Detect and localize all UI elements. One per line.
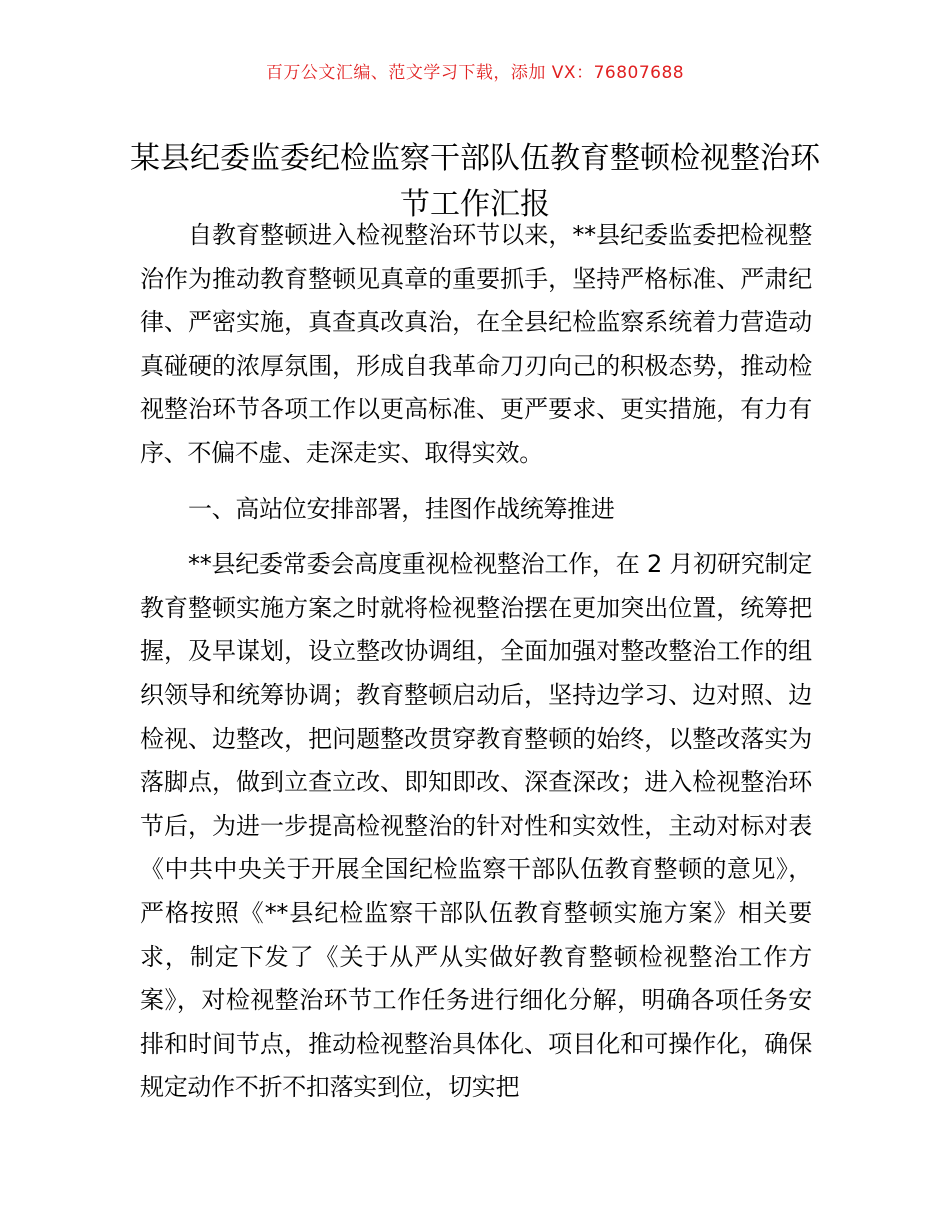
document-title: 某县纪委监委纪检监察干部队伍教育整顿检视整治环节工作汇报 xyxy=(130,141,820,223)
document-body xyxy=(140,214,812,1110)
section-1-paragraph: **县纪委常委会高度重视检视整治工作，在 2 月初研究制定教育整顿实施方案之时就将检视整治摆在更加突出位置，统筹把握，及早谋划，设立整改协调组，全面加强对整改整治工作的组织领导和统筹协调；教育整顿启动后，坚持边学习、边对照、边检视、边整改，把问题整改贯穿教育整顿的始终，以整改落实为落脚点，做到立查立改、即知即改、深查深改；进入检视整治环节后，为进一步提高检视整治的针对性和实效性，主动对标对表《中共中央关于开展全国纪检监察干部队伍教育整顿的意见》，严格按照《**县纪检监察干部队伍教育整顿实施方案》相关要求，制定下发了《关于从严从实做好教育整顿检视整治工作方案》，对检视整治环节工作任务进行细化分解，明确各项任务安排和时间节点，推动检视整治具体化、项目化和可操作化，确保规定动作不折不扣落实到位，切实把 xyxy=(140,550,812,1102)
section-heading-1: 一、高站位安排部署，挂图作战统筹推进 xyxy=(188,494,615,523)
header-watermark-note: 百万公文汇编、范文学习下载，添加 VX：76807688 xyxy=(265,63,685,83)
intro-paragraph: 自教育整顿进入检视整治环节以来，**县纪委监委把检视整治作为推动教育整顿见真章的重要抓手，坚持严格标准、严肃纪律、严密实施，真查真改真治，在全县纪检监察系统着力营造动真碰硬的浓厚氛围，形成自我革命刀刃向己的积极态势，推动检视整治环节各项工作以更高标准、更严要求、更实措施，有力有序、不偏不虚、走深走实、取得实效。 xyxy=(140,221,812,467)
